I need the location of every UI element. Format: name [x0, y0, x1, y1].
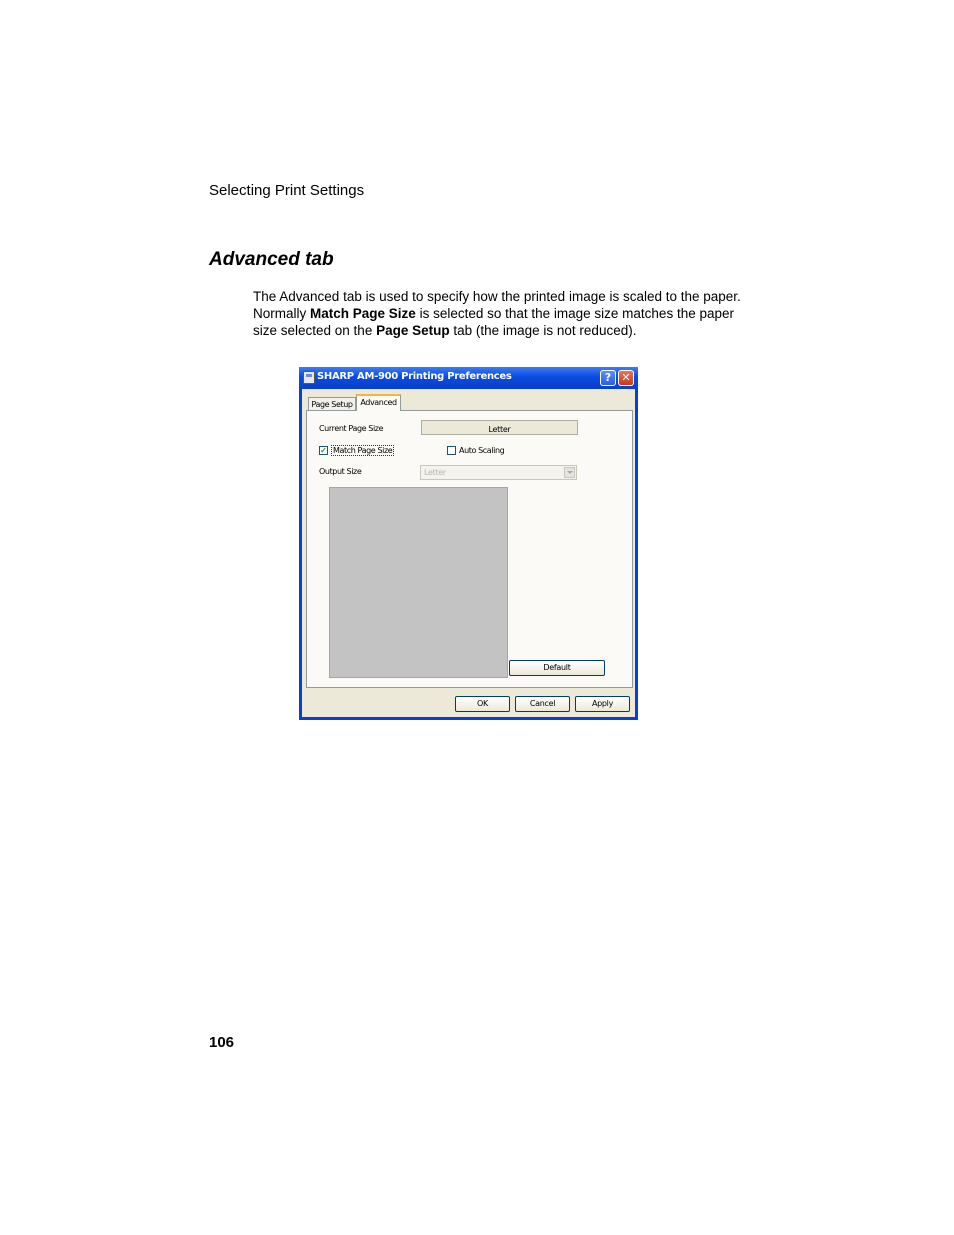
help-button[interactable]: ? — [600, 370, 616, 386]
body-bold-page-setup: Page Setup — [376, 323, 450, 338]
printing-preferences-dialog — [299, 367, 638, 720]
apply-button[interactable]: Apply — [575, 696, 630, 712]
body-text-part: tab (the image is not reduced). — [449, 323, 637, 338]
running-head: Selecting Print Settings — [209, 182, 365, 199]
tab-page-setup[interactable]: Page Setup — [308, 397, 356, 411]
page-number: 106 — [209, 1034, 235, 1051]
current-page-size-label: Current Page Size — [319, 424, 384, 433]
body-bold-match-page-size: Match Page Size — [310, 306, 416, 321]
printer-icon — [303, 371, 315, 384]
section-title: Advanced tab — [209, 249, 334, 270]
dialog-titlebar[interactable] — [299, 367, 638, 389]
current-page-size-value: Letter — [488, 425, 511, 434]
cancel-button[interactable]: Cancel — [515, 696, 570, 712]
page-preview — [329, 487, 508, 678]
dialog-title: SHARP AM-900 Printing Preferences — [317, 371, 512, 382]
current-page-size-field — [421, 420, 578, 435]
advanced-tab-panel — [306, 410, 633, 688]
output-size-value: Letter — [424, 468, 446, 477]
auto-scaling-checkbox[interactable] — [447, 446, 456, 455]
default-button[interactable]: Default — [509, 660, 605, 676]
close-button[interactable]: ✕ — [618, 370, 634, 386]
body-text-part: is selected so that the image size matches the paper size selected on the — [253, 306, 734, 338]
body-text-part: The Advanced tab is used to specify how the printed image is scaled to the paper. Normally — [253, 289, 741, 321]
tab-advanced[interactable]: Advanced — [356, 394, 401, 411]
output-size-select[interactable] — [420, 465, 577, 480]
output-size-label: Output Size — [319, 467, 362, 476]
body-paragraph — [253, 288, 743, 339]
ok-button[interactable]: OK — [455, 696, 510, 712]
chevron-down-icon[interactable] — [564, 467, 575, 478]
match-page-size-label[interactable]: Match Page Size — [333, 446, 393, 455]
match-page-size-checkbox[interactable]: ✓ — [320, 446, 327, 455]
auto-scaling-label[interactable]: Auto Scaling — [459, 446, 505, 455]
dialog-client-area — [302, 389, 635, 717]
